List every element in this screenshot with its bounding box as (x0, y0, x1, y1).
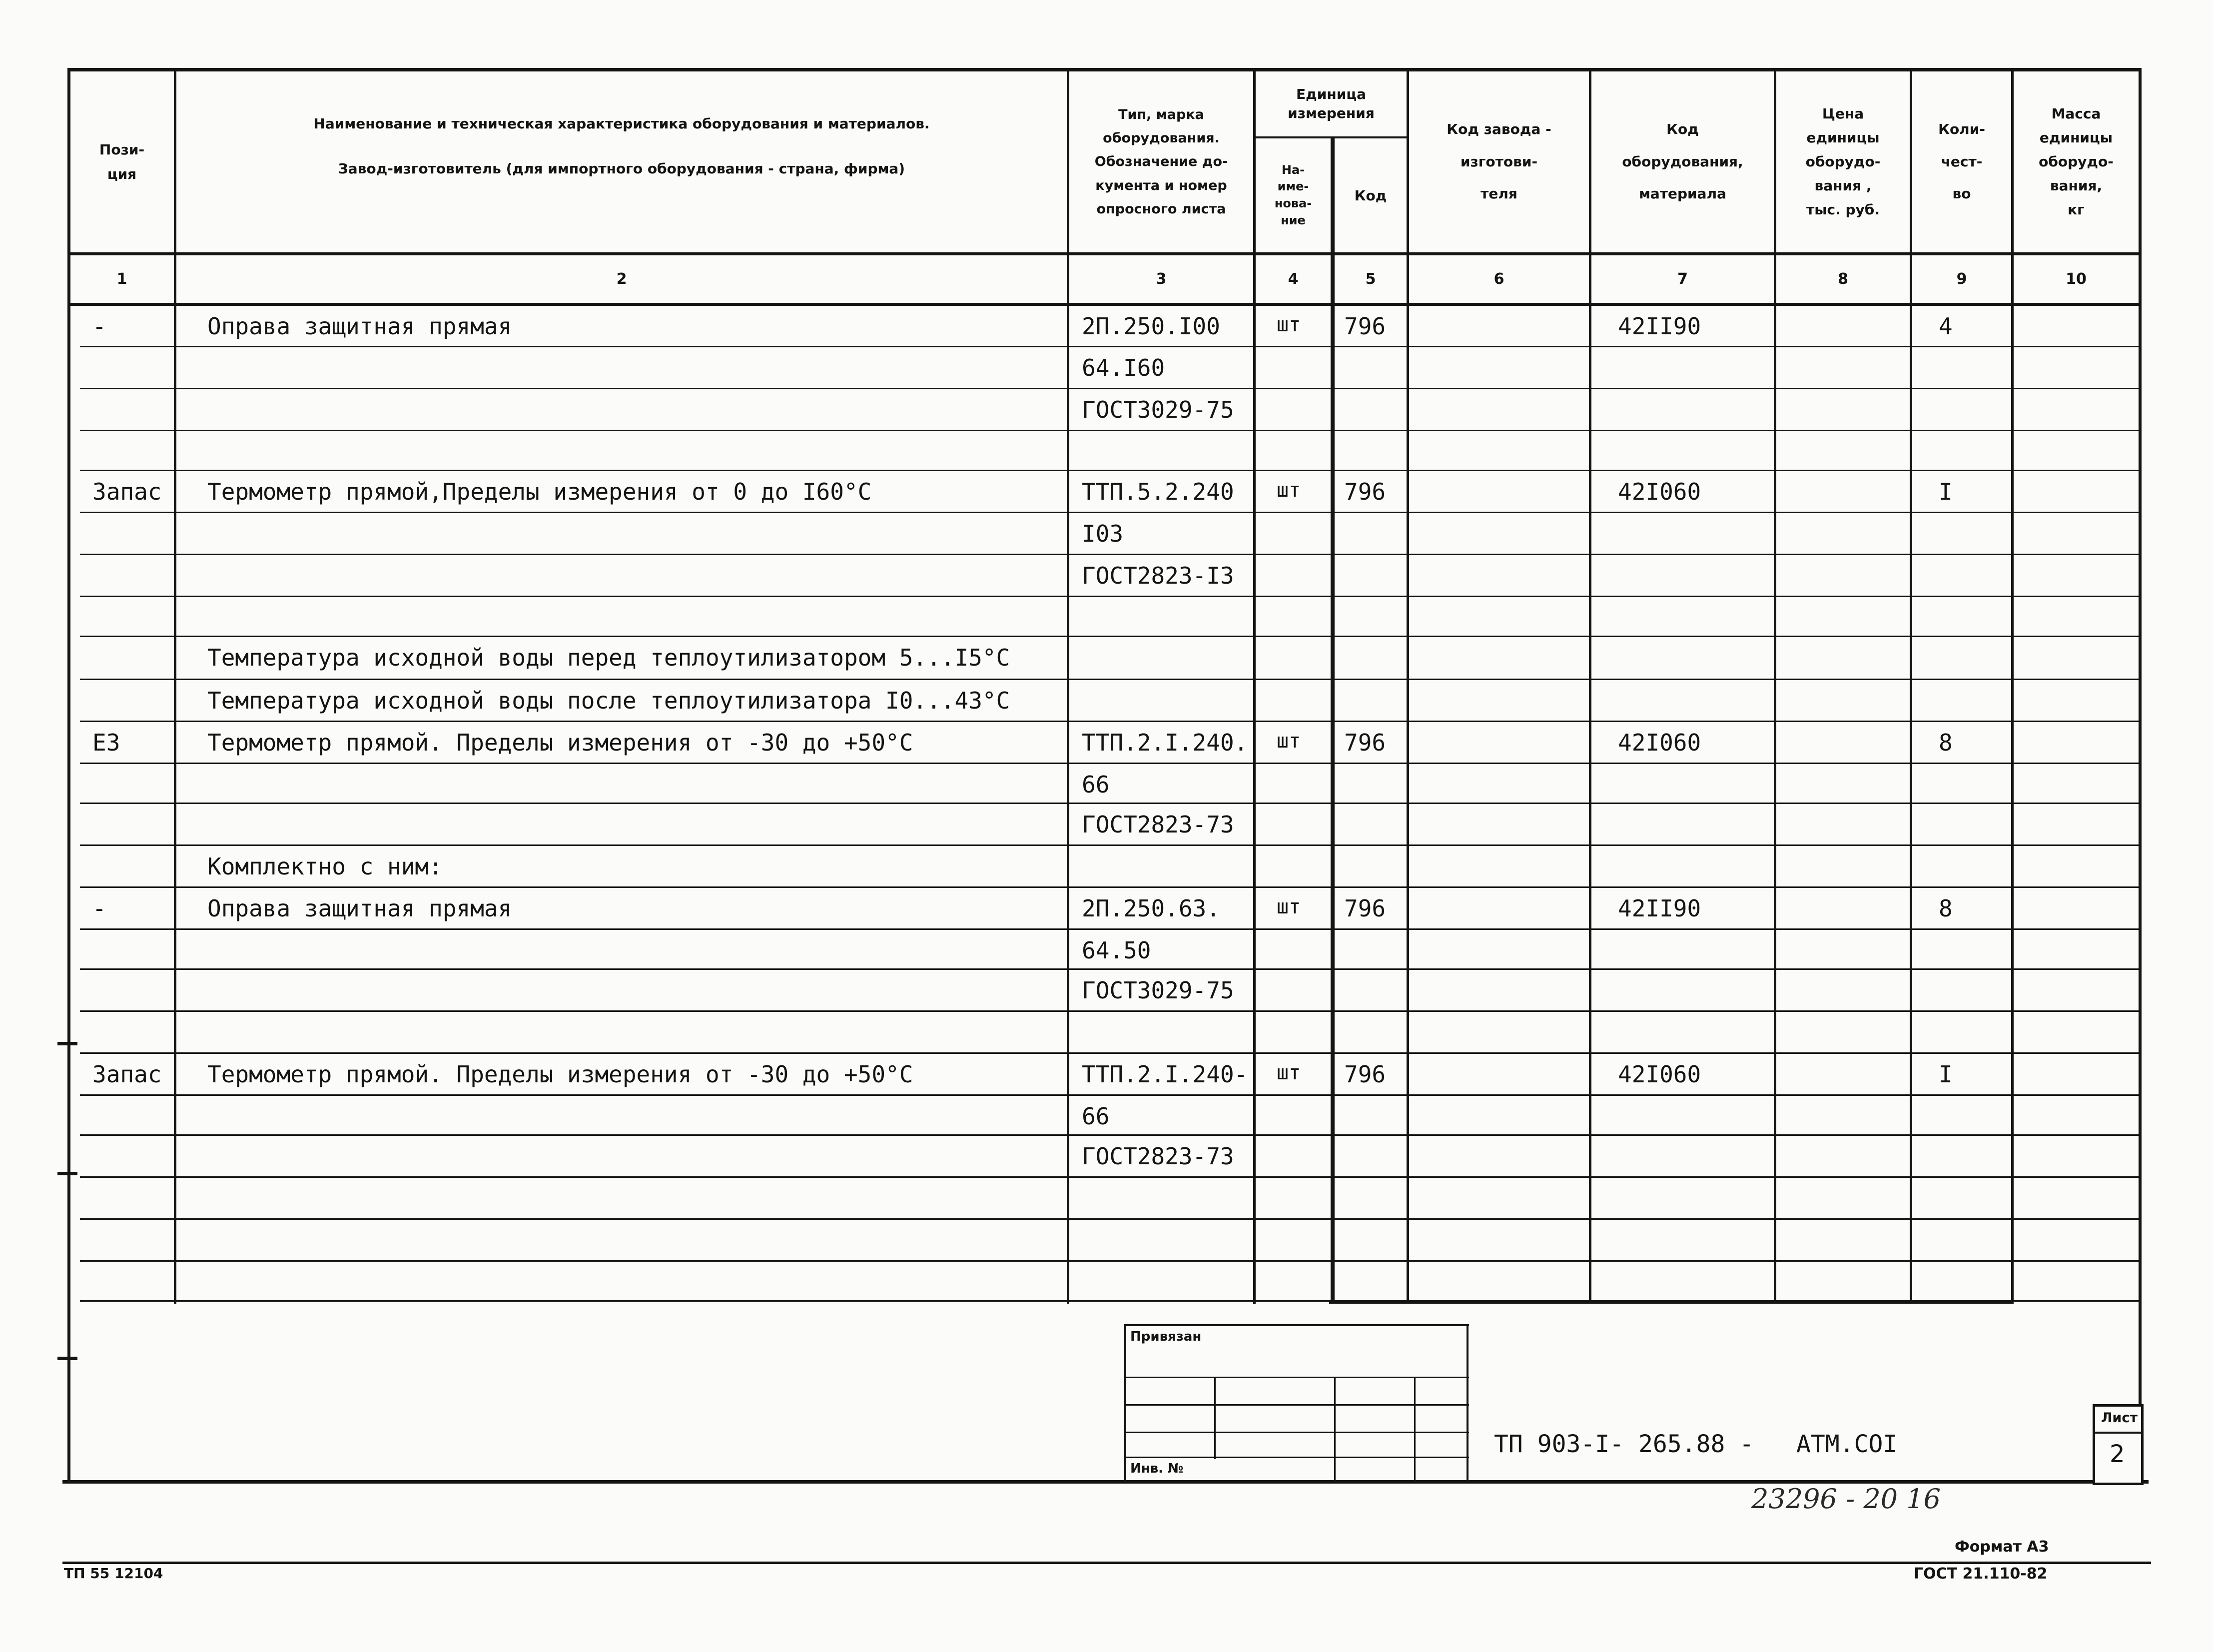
type-cell: 64.I60 (1082, 354, 1165, 381)
type-cell: 66 (1082, 1103, 1110, 1130)
position-cell: E3 (92, 729, 120, 756)
unit-code-cell: 796 (1344, 478, 1386, 505)
material-code-cell: 42II90 (1618, 895, 1701, 922)
footer-left-code: ТП 55 12104 (64, 1565, 163, 1582)
position-cell: - (92, 895, 106, 922)
column-number: 6 (1493, 270, 1504, 288)
document-suffix: АТМ.COI (1796, 1430, 1898, 1458)
name-cell: Термометр прямой. Пределы измерения от -30 до +50°C (207, 729, 913, 756)
type-cell: ГОСТ3029-75 (1082, 396, 1234, 423)
quantity-cell: 8 (1939, 895, 1953, 922)
column-number: 1 (116, 270, 127, 288)
column-number: 7 (1677, 270, 1688, 288)
column-number: 3 (1156, 270, 1167, 288)
type-cell: ГОСТ3029-75 (1082, 977, 1234, 1004)
column-number: 8 (1838, 270, 1848, 288)
header-unit-name: На- име- нова- ние (1274, 162, 1312, 227)
sheet-number: 2 (2110, 1440, 2125, 1468)
column-number: 10 (2066, 270, 2087, 288)
sheet-label: Лист (2101, 1410, 2138, 1426)
unit-cell: шт (1277, 313, 1301, 336)
type-cell: ТТП.2.I.240- (1082, 1061, 1248, 1088)
unit-cell: шт (1277, 1061, 1301, 1084)
material-code-cell: 42I060 (1618, 1061, 1701, 1088)
name-cell: Температура исходной воды после теплоутилизатора I0...43°C (207, 687, 1010, 714)
header-type: Тип, марка оборудования. Обозначение до- кумента и номер опросного листа (1094, 106, 1228, 217)
material-code-cell: 42II90 (1618, 313, 1701, 340)
name-cell: Оправа защитная прямая (207, 313, 512, 340)
material-code-cell: 42I060 (1618, 729, 1701, 756)
material-code-cell: 42I060 (1618, 478, 1701, 505)
quantity-cell: I (1939, 478, 1953, 505)
header-position: Пози- ция (99, 141, 145, 182)
name-cell: Оправа защитная прямая (207, 895, 512, 922)
header-price: Цена единицы оборудо- вания , тыс. руб. (1805, 105, 1881, 218)
unit-cell: шт (1277, 730, 1301, 753)
document-code: ТП 903-I- 265.88 - (1494, 1430, 1754, 1458)
type-cell: ТТП.2.I.240. (1082, 729, 1248, 756)
header-quantity: Коли- чест- во (1938, 121, 1985, 202)
header-unit-group: Единица измерения (1288, 86, 1375, 121)
name-cell: Термометр прямой,Пределы измерения от 0 до I60°C (207, 478, 872, 505)
column-number: 9 (1956, 270, 1967, 288)
quantity-cell: I (1939, 1061, 1953, 1088)
type-cell: 2П.250.I00 (1082, 313, 1220, 340)
header-mass: Масса единицы оборудо- вания, кг (2039, 105, 2114, 218)
position-cell: Запас (92, 1061, 162, 1088)
type-cell: ГОСТ2823-73 (1082, 1143, 1234, 1170)
unit-cell: шт (1277, 895, 1301, 918)
type-cell: 2П.250.63. (1082, 895, 1220, 922)
type-cell: ТТП.5.2.240 (1082, 478, 1234, 505)
footer-standard: ГОСТ 21.110-82 (1914, 1565, 2048, 1583)
type-cell: ГОСТ2823-73 (1082, 811, 1234, 838)
column-number: 2 (616, 270, 627, 288)
quantity-cell: 8 (1939, 729, 1953, 756)
name-cell: Термометр прямой. Пределы измерения от -30 до +50°C (207, 1061, 913, 1088)
header-name: Наименование и техническая характеристика оборудования и материалов. Завод-изготовитель (для импортного оборудования - страна, фирма) (313, 115, 930, 177)
type-cell: 64.50 (1082, 937, 1151, 964)
unit-code-cell: 796 (1344, 1061, 1386, 1088)
unit-cell: шт (1277, 479, 1301, 502)
unit-code-cell: 796 (1344, 313, 1386, 340)
quantity-cell: 4 (1939, 313, 1953, 340)
inventory-label: Инв. № (1130, 1461, 1184, 1476)
name-cell: Комплектно с ним: (207, 853, 443, 880)
type-cell: I03 (1082, 520, 1124, 547)
header-unit-code: Код (1354, 187, 1387, 204)
header-factory-code: Код завода - изготови- теля (1447, 121, 1551, 202)
footer-format: Формат А3 (1955, 1538, 2049, 1556)
position-cell: - (92, 313, 106, 340)
attached-label: Привязан (1130, 1329, 1202, 1344)
type-cell: ГОСТ2823-I3 (1082, 562, 1234, 589)
column-number: 5 (1365, 270, 1376, 288)
column-number: 4 (1288, 270, 1299, 288)
type-cell: 66 (1082, 771, 1110, 798)
unit-code-cell: 796 (1344, 729, 1386, 756)
position-cell: Запас (92, 478, 162, 505)
header-material-code: Код оборудования, материала (1622, 121, 1743, 202)
name-cell: Температура исходной воды перед теплоутилизатором 5...I5°C (207, 644, 1010, 671)
unit-code-cell: 796 (1344, 895, 1386, 922)
handwritten-number: 23296 - 20 16 (1751, 1483, 1941, 1515)
